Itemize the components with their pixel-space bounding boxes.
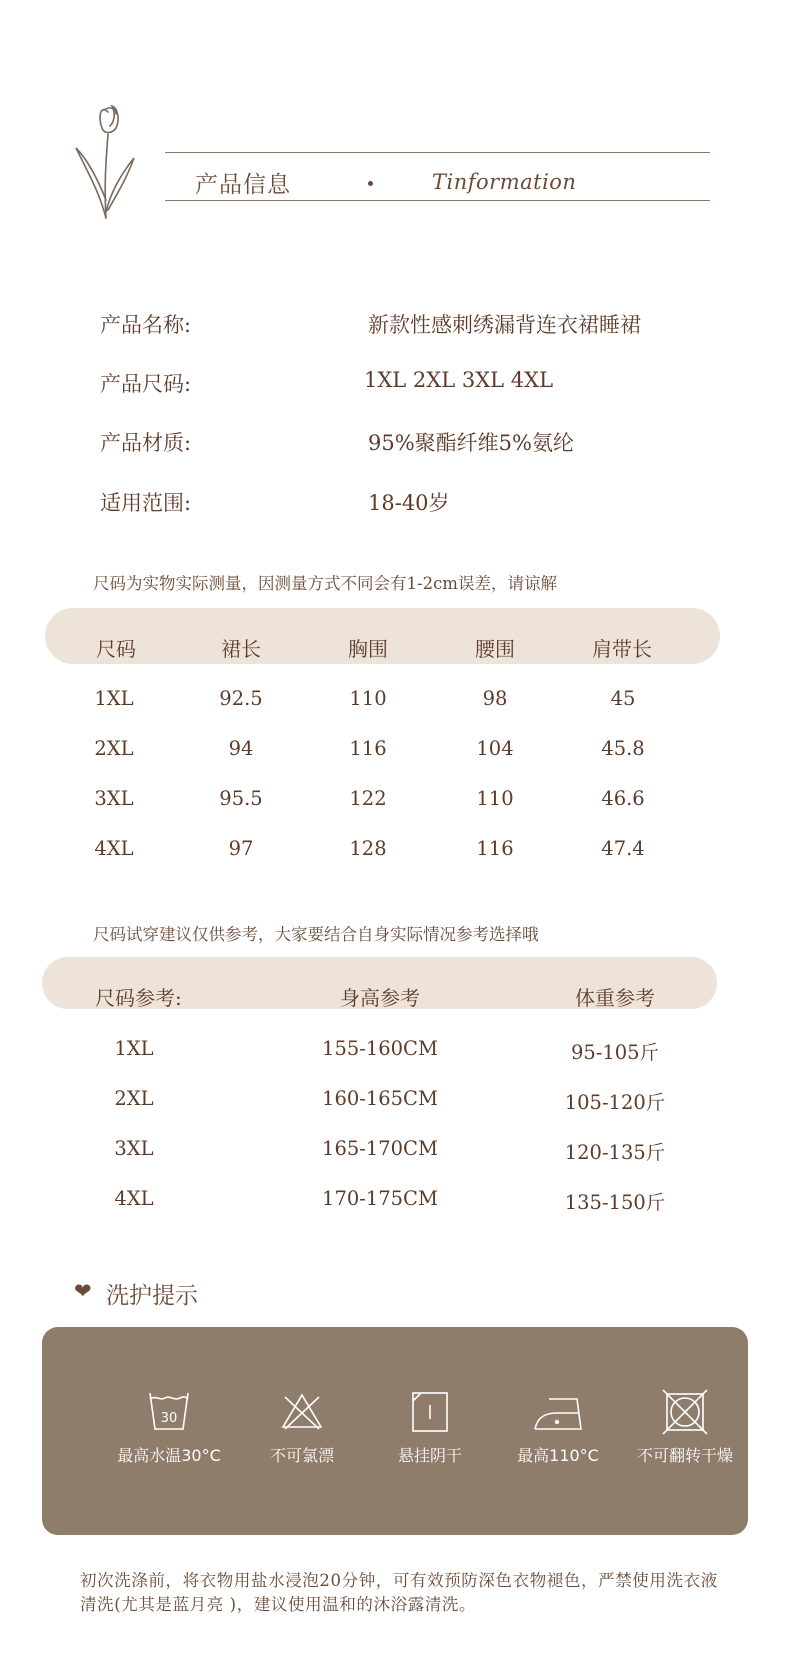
info-value: 95%聚酯纤维5%氨纶: [368, 431, 574, 455]
section-title-en: Tinformation: [432, 170, 577, 194]
reference-cell: 95-105斤: [570, 1041, 660, 1064]
size-cell: 95.5: [219, 787, 263, 810]
wash-30-icon: [146, 1389, 192, 1435]
care-label: 最高110°C: [517, 1446, 599, 1465]
reference-cell: 160-165CM: [322, 1087, 438, 1110]
info-label: 产品材质:: [100, 431, 192, 455]
reference-cell: 3XL: [114, 1137, 154, 1160]
info-row-range: [100, 487, 700, 527]
separator-dot: [368, 181, 373, 186]
info-label: 产品尺码:: [100, 372, 192, 396]
info-value: 新款性感刺绣漏背连衣裙睡裙: [368, 313, 641, 337]
size-cell: 4XL: [94, 837, 134, 860]
size-cell: 1XL: [94, 687, 134, 710]
size-cell: 45.8: [601, 737, 645, 760]
reference-note: 尺码试穿建议仅供参考，大家要结合自身实际情况参考选择哦: [93, 925, 539, 944]
care-panel: [42, 1327, 748, 1535]
size-cell: 46.6: [601, 787, 645, 810]
reference-header-cell: 身高参考: [340, 986, 420, 1010]
size-header-cell: 尺码: [96, 637, 136, 661]
care-item: [99, 1389, 239, 1466]
care-label: 不可氯漂: [269, 1446, 334, 1465]
iron-110-icon: [531, 1389, 585, 1435]
size-cell: 97: [228, 837, 254, 860]
reference-cell: 4XL: [114, 1187, 154, 1210]
care-title: 洗护提示: [106, 1283, 198, 1309]
tulip-icon: [70, 100, 140, 225]
info-row-size: [100, 368, 700, 408]
size-cell: 110: [476, 787, 514, 810]
size-cell: 3XL: [94, 787, 134, 810]
reference-cell: 170-175CM: [322, 1187, 438, 1210]
info-row-material: [100, 427, 700, 467]
size-note: 尺码为实物实际测量，因测量方式不同会有1-2cm误差，请谅解: [93, 574, 557, 593]
reference-header-cell: 体重参考: [575, 986, 655, 1010]
size-header-cell: 肩带长: [592, 637, 652, 661]
care-item: [360, 1389, 500, 1466]
size-header-cell: 裙长: [221, 637, 261, 661]
no-tumble-dry-icon: [662, 1389, 708, 1435]
care-item: [232, 1389, 372, 1466]
size-cell: 122: [349, 787, 387, 810]
reference-cell: 135-150斤: [564, 1191, 666, 1214]
size-cell: 104: [476, 737, 514, 760]
care-label: 不可翻转干燥: [636, 1446, 733, 1465]
info-label: 适用范围:: [100, 491, 192, 515]
hang-dry-icon: [407, 1389, 453, 1435]
size-header-cell: 胸围: [348, 637, 388, 661]
svg-text:30: 30: [160, 1411, 178, 1426]
size-cell: 116: [476, 837, 514, 860]
heart-icon: ❤: [74, 1279, 92, 1303]
section-title-cn: 产品信息: [195, 172, 291, 198]
reference-header-cell: 尺码参考:: [95, 986, 182, 1010]
size-cell: 98: [482, 687, 508, 710]
care-label: 悬挂阴干: [397, 1446, 462, 1465]
size-cell: 110: [349, 687, 387, 710]
reference-cell: 120-135斤: [564, 1141, 666, 1164]
size-cell: 94: [228, 737, 254, 760]
size-cell: 92.5: [219, 687, 263, 710]
size-cell: 47.4: [601, 837, 645, 860]
care-item: [488, 1389, 628, 1466]
reference-cell: 105-120斤: [564, 1091, 666, 1114]
size-cell: 128: [349, 837, 387, 860]
info-value: 1XL 2XL 3XL 4XL: [364, 368, 554, 392]
reference-cell: 155-160CM: [322, 1037, 438, 1060]
no-bleach-icon: [279, 1389, 325, 1435]
size-cell: 45: [610, 687, 636, 710]
care-tip: 初次洗涤前，将衣物用盐水浸泡20分钟，可有效预防深色衣物褪色，严禁使用洗衣液清洗(尤其是蓝月亮 )，建议使用温和的沐浴露清洗。: [80, 1571, 718, 1614]
reference-cell: 165-170CM: [322, 1137, 438, 1160]
info-value: 18-40岁: [368, 491, 450, 515]
size-header-cell: 腰围: [475, 637, 515, 661]
care-item: [615, 1389, 755, 1466]
size-cell: 116: [349, 737, 387, 760]
care-label: 最高水温30°C: [117, 1446, 221, 1465]
info-row-name: [100, 309, 700, 349]
reference-cell: 1XL: [114, 1037, 154, 1060]
info-label: 产品名称:: [100, 313, 192, 337]
size-cell: 2XL: [94, 737, 134, 760]
reference-cell: 2XL: [114, 1087, 154, 1110]
